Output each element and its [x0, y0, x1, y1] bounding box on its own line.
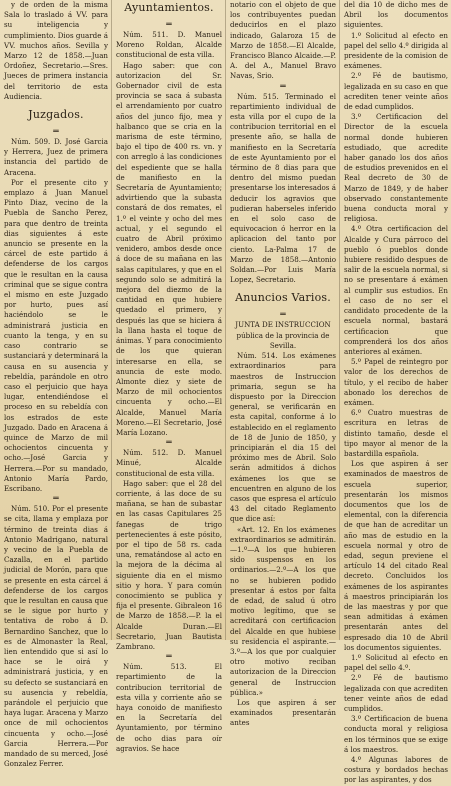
article-paragraph: 2.º Fé de bautismo legalizada con que acrediten tener veinte años de edad cumplidos. — [344, 673, 448, 714]
article-paragraph: Los que aspiren á ser examinados de maestros de escuela superior, presentarán los mismos documentos que los de elemental, con la diferencia de que han de acreditar un año mas de estudio en la escuela normal y otro de edad, segun previene el artículo 14 del citado Real decreto. Concluidos los exámenes de los aspirantes á maestros principiarán los de las maestras y por que sean admitidas á exámen presentarán antes del espresado dia 10 de Abril los documentos siguientes. — [344, 459, 448, 652]
article-paragraph: Núm. 514. Los exámenes extraordinarios para maestros de Instruccion primaria, segun se ha dispuesto por la Direccion general, se verificarán en esta capital, conforme á lo establecido en el reglamento de 18 de Junio de 1850, y principiarán el dia 15 del próximo mes de Abril. Solo serán admitidos á dichos exámenes los que se encuentren en alguno de los casos que espresa el artículo 43 del citado Reglamento que dice así: — [230, 351, 336, 524]
separator-rule: ═ — [53, 494, 59, 505]
section-heading: Ayuntamientos. — [124, 1, 214, 14]
section-heading: Juzgados. — [28, 108, 84, 122]
article-paragraph: Núm. 509. D. José Garcia y Herrera, Juez de primera instancia del partido de Aracena. — [4, 137, 108, 177]
separator-rule: ═ — [166, 20, 172, 30]
column-divider — [111, 0, 112, 640]
article-paragraph: Los que aspiren á ser examinados presentarán antes — [230, 698, 336, 728]
separator-rule: ═ — [166, 652, 172, 663]
article-paragraph: Hago saber: que el 28 del corriente, á las doce de su mañana, se han de subastar en las casas Capitulares 25 fanegas de trigo pertenecientes á este pósito, por el tipo de 58 rs. cada una, rematándose al acto en la mejora de la décima al siguiente dia en el mismo sitio y hora. Y para común conocimiento se publica y fija el presente. Gibraleon 16 de Marzo de 1858.—P. la el Alcalde Duran.—El Secretario, Juan Bautista Zambrano. — [116, 478, 222, 651]
centered-title: JUNTA DE INSTRUCCION pública de la provincia de Sevilla. — [235, 320, 331, 350]
article-paragraph: 4.º Otra certificacion del Alcalde y Cura párroco del pueblo ó pueblos donde hubiere residido despues de salir de la escuela normal, si no se presentare á exámen al cumplir sus estudios. En el caso de no ser el candidato procedente de la escuela normal, bastará certificacion que comprenderá los dos años anteriores al exámen. — [344, 224, 448, 356]
separator-rule: ═ — [280, 81, 286, 92]
article-paragraph: 1.º Solicitud al efecto en papel del sello 4.º dirigida al presidente de la comision de exámenes. — [344, 30, 448, 71]
article-paragraph: Núm. 511. D. Manuel Moreno Roldan, Alcalde constitucional de esta villa. — [116, 30, 222, 60]
separator-rule: ═ — [280, 310, 286, 321]
column-4 — [344, 0, 448, 785]
separator-rule: ═ — [166, 438, 172, 449]
article-paragraph: 4.º Algunas labores de costura y bordados hechas por las aspirantes, y dos — [344, 755, 448, 785]
article-paragraph: Núm. 515. Terminado el repartimiento individual de esta villa por el cupo de la contribucion territorial en el presente año, se halla de manifiesto en la Secretaría de este Ayuntamiento por el término de 8 dias para que dentro del mismo puedan presentarse los interesados á deducir los agravios que pudieran haberseles inferido en el solo caso de equivocacion ó herror en la aplicacion del tanto por ciento. La-Palma 17 de Marzo de 1858.—Antonio Soldan.—Por Luis María Lopez, Secretario. — [230, 91, 336, 285]
article-paragraph: «Art. 12. En los exámenes extraordinarios se admitirán.—1.º—A los que hubieren sido suspensos en los ordinarios.—2.º—A los que no se hubieren podido presentar á estos por falta de edad, de salud ú otro motivo legítimo, que se acreditará con certificacion del Alcalde en que hubiese su residencia el aspirante.—3.º—A los que por cualquier otro motivo reciban autorizacion de la Direccion general de Instruccion pública.» — [230, 524, 336, 697]
article-paragraph: Núm. 510. Por el presente se cita, llama y emplaza por término de treinta dias á Antonio Madrigano, natural y vecino de la Puebla de Cazalla, en el partido judicial de Morón, para que se presente en esta cárcel á defenderse de los cargos que le resultan en causa que se le sigue por hurto y tentativa de robo á D. Bernardino Sanchez, que lo es de Almonaster la Real, lien entendido que si así lo hace se le oirá y administrará justicia, y en su defecto se sustanciará en su ausencia y rebeldía, parándole el perjuicio que haya lugar. Aracena y Marzo once de mil ochocientos cincuenta y ocho.—José Garcia Herrera.—Por mandado de su merced, José Gonzalez Ferrer. — [4, 504, 108, 769]
article-paragraph: 2.º Fé de bautismo, legalizada en su caso en que acrediten tener veinte años de edad cumplidos. — [344, 71, 448, 112]
column-divider — [339, 0, 340, 640]
article-paragraph: Núm. 513. El repartimiento de la contribucion territorial de esta villa y corriente año se haya conoido de manifiesto en la Secretaría del Ayuntamiento, por término de ocho dias para oír agravios. Se hace — [116, 662, 222, 753]
article-paragraph: Hago saber: que con autorizacion del Sr. Gobernador civil de esta provincia se saca á subasta el arrendamiento por cuatro años del junco fijo, mea y halbanco que se cria en la marisma de este término, bajo el tipo de 400 rs. vn. y con arreglo á las condiciones del espediente que se halla de manifiesto en la Secretaría de Ayuntamiento; advirtiendo que la subasta constará de dos remates, el 1.º el veinte y ocho del mes actual, y el segundo el cuatro de Abril próximo venidero, ambos desde once á doce de su mañana en las salas capitulares, y que en el segundo solo se admitirá la mejora del diezmo de la cantidad en que hubiere quedado el primero, y después las que se hiciera á la llana hasta el toque de ánimas. Y para conocimiento de los que quieran interesarse en ella, se anuncia de este modo. Almonte diez y siete de Marzo de mil ochocientos cincuenta y ocho.—El Alcalde, Manuel María Moreno.—El Secretario, José María Lozano. — [116, 60, 222, 437]
column-1 — [4, 0, 108, 769]
article-paragraph: 1.º Solicitud al efecto en papel del sello 4.º. — [344, 653, 448, 673]
separator-rule: ═ — [53, 127, 59, 138]
article-paragraph: y de orden de la misma Sala lo traslado á VV. para su inteligencia y cumplimiento. Dios guarde á VV. muchos años. Sevilla y Marzo 12 de 1858.—Juan Ordoñez, Secretario.—Sres. Jueces de primera instancia del territorio de esta Audiencia. — [4, 0, 108, 101]
article-paragraph: Por el presente cito y emplazo á Juan Manuel Pinto Diaz, vecino de la Puebla de Sancho Perez, para que dentro de treinta dias siguientes á este anuncio se presente en la cárcel de este partido á defenderse de los cargos que le resultan en la causa criminal que se sigue contra el mismo en este Juzgado por hurto, pues así haciéndolo se le administrará justicia en cuanto la tenga, y en su caso contrario se sustanciará y determinará la causa en su ausencia y rebeldía, parándole en otro caso el perjuicio que haya lugar, entendiéndose el proceso en su rebeldía con los estrados de este Juzgado. Dado en Aracena á quince de Marzo de mil ochocientos cincuenta y ocho.—José Garcia y Herrera.—Por su mandado, Antonio María Pardo, Escribano. — [4, 177, 108, 493]
article-paragraph: 3.º Certificacion del Director de la escuela normal donde hubieren estudiado, que acredite haber ganado los dos años de estudios prevenidos en el Real decreto de 30 de Marzo de 1849, y de haber observado constantemente buena conducta moral y religiosa. — [344, 112, 448, 224]
article-paragraph: notario con el objeto de que los contribuyentes puedan deducirlos en el plazo indicado, Galaroza 15 de Marzo de 1858.—El Alcalde, Francisco Blanco Alcaide.—P. A. del A., Manuel Bravo Navas, Srio. — [230, 0, 336, 81]
article-paragraph: 3.º Certificacion de buena conducta moral y religiosa en los términos que se exige á los maestros. — [344, 714, 448, 754]
article-paragraph: 5.º Papel de reintegro por valor de los derechos de título, y el recibo de haber abonado los derechos de exámen. — [344, 357, 448, 407]
column-2 — [116, 0, 222, 753]
column-divider — [225, 0, 226, 640]
article-paragraph: 6.º Cuatro muestras de escritura en letras de distinto tamaño, desde el tipo mayor al menor de la bastardilla española. — [344, 408, 448, 458]
article-paragraph: Núm. 512. D. Manuel Minué, Alcalde constitucional de esta villa. — [116, 448, 222, 478]
section-heading: Anuncios Varios. — [235, 291, 331, 305]
column-3 — [230, 0, 336, 728]
article-paragraph: del dia 10 de dicho mes de Abril los documentos siguientes. — [344, 0, 448, 30]
